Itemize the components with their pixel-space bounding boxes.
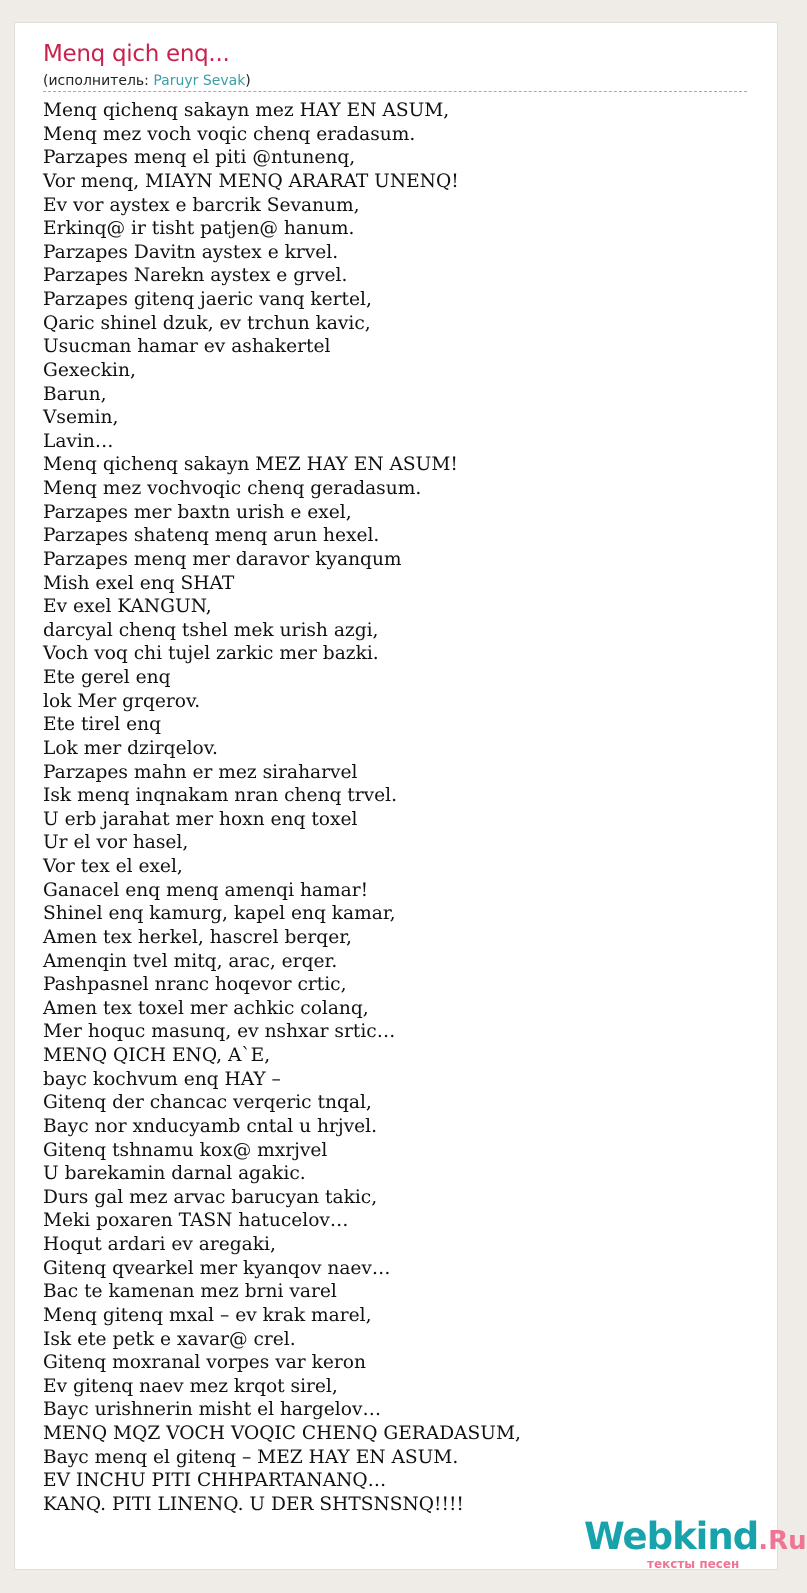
lyric-line: Menq mez vochvoqic chenq geradasum.: [43, 478, 422, 499]
lyric-line: Shinel enq kamurg, kapel enq kamar,: [43, 903, 396, 925]
lyric-line: Parzapes Narekn aystex e grvel.: [43, 265, 348, 287]
lyric-line: Amen tex herkel, hascrel berqer,: [43, 926, 352, 948]
lyric-line: Amen tex toxel mer achkic colanq,: [43, 997, 369, 1019]
lyric-line: bayc kochvum enq HAY –: [43, 1068, 281, 1090]
lyric-line: Ev gitenq naev mez krqot sirel,: [43, 1375, 338, 1397]
lyric-line: Ur el vor hasel,: [43, 832, 189, 854]
lyric-line: Usucman hamar ev ashakertel: [43, 336, 331, 358]
lyric-line: Menq gitenq mxal – ev krak marel,: [43, 1304, 372, 1326]
lyric-line: Bayc urishnerin misht el hargelov…: [43, 1399, 382, 1421]
artist-line: [43, 73, 251, 89]
lyric-line: Gitenq der chancac verqeric tnqal,: [43, 1092, 372, 1114]
lyrics-card: [14, 22, 778, 1570]
lyric-line: Menq qichenq sakayn MEZ HAY EN ASUM!: [43, 454, 458, 476]
lyric-line: Parzapes menq el piti @ntunenq,: [43, 147, 356, 169]
lyric-line: Erkinq@ ir tisht patjen@ hanum.: [43, 218, 355, 240]
lyric-line: Parzapes shatenq menq arun hexel.: [43, 525, 380, 547]
lyric-line: Ete tirel enq: [43, 714, 162, 736]
lyric-line: Durs gal mez arvac barucyan takic,: [43, 1186, 378, 1208]
logo-wordmark: [584, 1515, 807, 1558]
lyric-line: Menq qichenq sakayn mez HAY EN ASUM,: [43, 100, 450, 121]
lyric-line: Vor menq, MIAYN MENQ ARARAT UNENQ!: [43, 170, 459, 192]
lyric-line: Ev exel KANGUN,: [43, 596, 212, 618]
lyric-line: Bac te kamenan mez brni varel: [43, 1281, 337, 1303]
lyric-line: Parzapes menq mer daravor kyanqum: [43, 548, 402, 570]
lyric-line: KANQ. PITI LINENQ. U DER SHTSNSNQ!!!!: [43, 1493, 464, 1515]
logo-name: Webkind: [584, 1515, 759, 1558]
lyric-line: Lavin…: [43, 430, 114, 452]
lyric-line: Menq mez voch voqic chenq eradasum.: [43, 123, 416, 145]
lyric-line: lok Mer grqerov.: [43, 690, 201, 712]
logo-tagline: тексты песен: [647, 1557, 740, 1571]
lyric-line: Vor tex el exel,: [43, 856, 183, 877]
lyrics-text: [43, 99, 521, 1517]
logo-tld: .Ru: [758, 1526, 807, 1556]
lyric-line: Qaric shinel dzuk, ev trchun kavic,: [43, 312, 371, 334]
lyric-line: Parzapes mahn er mez siraharvel: [43, 761, 358, 783]
lyric-line: Amenqin tvel mitq, arac, erqer.: [43, 950, 338, 972]
lyric-line: Gitenq qvearkel mer kyanqov naev…: [43, 1257, 391, 1279]
lyric-line: Mish exel enq SHAT: [43, 572, 235, 594]
lyric-line: Isk menq inqnakam nran chenq trvel.: [43, 785, 398, 807]
lyric-line: Gitenq tshnamu kox@ mxrjvel: [43, 1139, 328, 1161]
lyric-line: Voch voq chi tujel zarkic mer bazki.: [43, 643, 379, 665]
lyric-line: Pashpasnel nranc hoqevor crtic,: [43, 974, 347, 996]
lyric-line: Parzapes mer baxtn urish e exel,: [43, 501, 352, 523]
lyric-line: Parzapes gitenq jaeric vanq kertel,: [43, 289, 372, 310]
lyric-line: Lok mer dzirqelov.: [43, 737, 218, 759]
lyric-line: Gitenq moxranal vorpes var keron: [43, 1352, 366, 1374]
artist-suffix: ): [245, 73, 251, 89]
lyric-line: Barun,: [43, 383, 107, 405]
lyric-line: darcyal chenq tshel mek urish azgi,: [43, 619, 379, 641]
song-title: Menq qich enq...: [43, 41, 230, 67]
lyric-line: Gexeckin,: [43, 359, 136, 381]
webkind-logo[interactable]: [584, 1515, 807, 1572]
lyric-line: Mer hoquc masunq, ev nshxar srtic…: [43, 1021, 396, 1043]
lyric-line: MENQ MQZ VOCH VOQIC CHENQ GERADASUM,: [43, 1423, 521, 1444]
lyric-line: Bayc nor xnducyamb cntal u hrjvel.: [43, 1115, 378, 1137]
lyric-line: Hoqut ardari ev aregaki,: [43, 1234, 276, 1255]
artist-prefix: (исполнитель:: [43, 73, 154, 89]
lyric-line: MENQ QICH ENQ, A`E,: [43, 1045, 271, 1066]
lyric-line: U barekamin darnal agakic.: [43, 1163, 306, 1185]
lyric-line: Vsemin,: [43, 407, 119, 429]
lyric-line: Meki poxaren TASN hatucelov…: [43, 1210, 349, 1232]
artist-link[interactable]: Paruyr Sevak: [153, 73, 246, 89]
lyric-line: Ganacel enq menq amenqi hamar!: [43, 879, 369, 901]
lyric-line: U erb jarahat mer hoxn enq toxel: [43, 808, 358, 830]
lyric-line: Bayc menq el gitenq – MEZ HAY EN ASUM.: [43, 1446, 459, 1468]
lyric-line: Ete gerel enq: [43, 667, 171, 688]
lyric-line: EV INCHU PITI CHHPARTANANQ…: [43, 1470, 387, 1492]
lyric-line: Parzapes Davitn aystex e krvel.: [43, 241, 339, 263]
lyric-line: Ev vor aystex e barcrik Sevanum,: [43, 194, 360, 216]
lyric-line: Isk ete petk e xavar@ crel.: [43, 1328, 296, 1350]
divider: [43, 91, 747, 92]
